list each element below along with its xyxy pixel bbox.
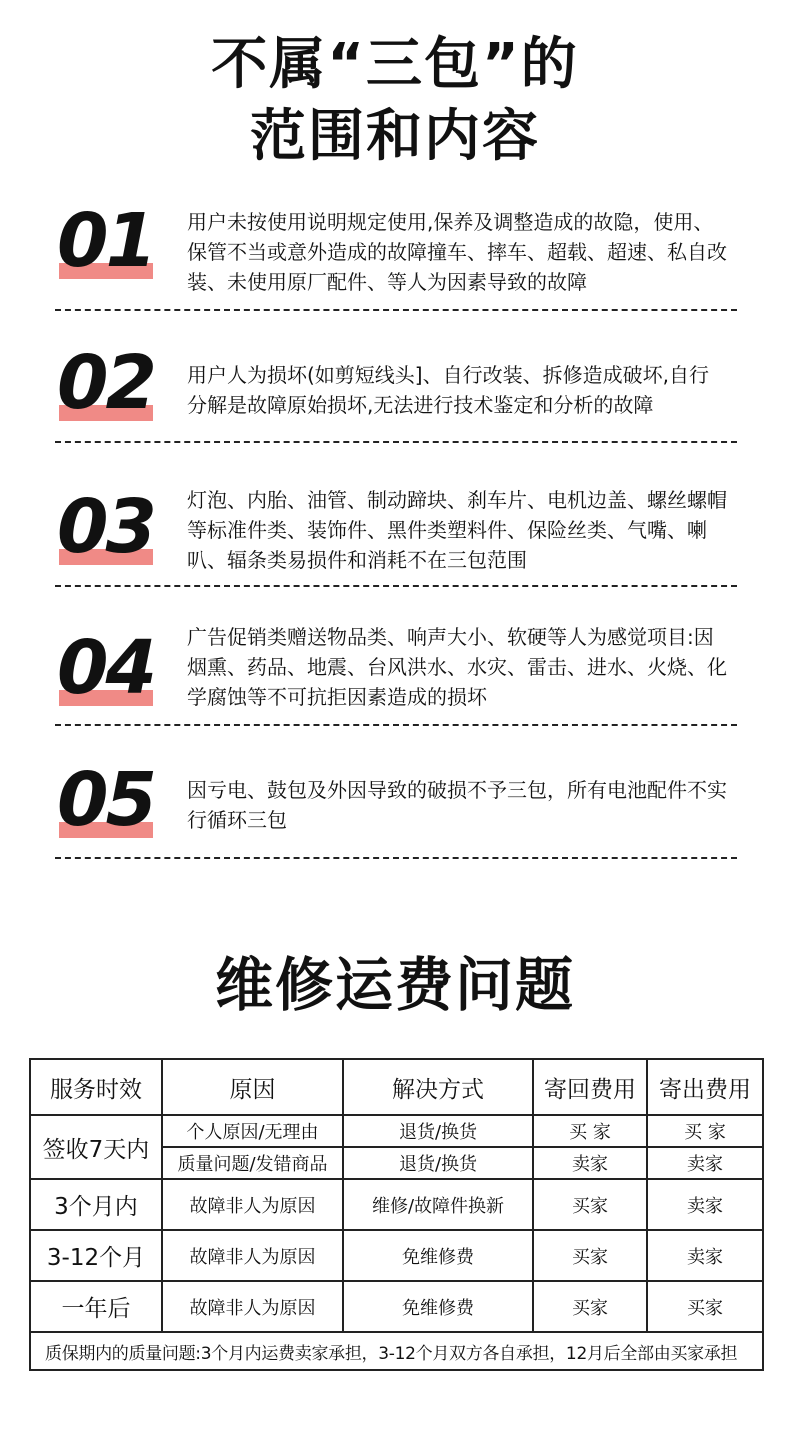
header-cell: 解决方式 [343,1059,533,1115]
footnote-cell: 质保期内的质量问题:3个月内运费卖家承担，3-12个月双方各自承担，12月后全部由买家承担 [30,1332,763,1370]
table-row [30,1281,763,1332]
send-fee-cell: 卖家 [647,1230,763,1281]
item-number: 04 [57,625,154,711]
reason-cell: 个人原因/无理由 [162,1115,343,1147]
table-header-row [30,1059,763,1115]
item-number-badge [55,625,155,724]
section2-title: 维修运费问题 [214,951,575,1019]
table-row [30,1115,763,1147]
item-description: 广告促销类赠送物品类、响声大小、软硬等人为感觉项目:因烟熏、药品、地震、台风洪水、水灾、雷击、进水、火烧、化学腐蚀等不可抗拒因素造成的损坏 [187,625,727,709]
dashed-divider [55,585,737,587]
item-number: 01 [57,198,154,284]
reason-cell: 故障非人为原因 [162,1281,343,1332]
solution-cell: 退货/换货 [343,1115,533,1147]
item-number: 02 [57,340,154,426]
return-fee-cell: 买家 [533,1179,647,1230]
send-fee-cell: 卖家 [647,1147,763,1179]
reason-cell: 故障非人为原因 [162,1230,343,1281]
table-row [30,1179,763,1230]
send-fee-cell: 卖家 [647,1179,763,1230]
header-cell: 寄出费用 [647,1059,763,1115]
item-number-badge [55,484,155,583]
header-cell: 原因 [162,1059,343,1115]
send-fee-cell: 买 家 [647,1115,763,1147]
solution-cell: 维修/故障件换新 [343,1179,533,1230]
period-cell: 签收7天内 [30,1115,162,1179]
return-fee-cell: 买 家 [533,1115,647,1147]
period-cell: 3-12个月 [30,1230,162,1281]
return-fee-cell: 卖家 [533,1147,647,1179]
dashed-divider [55,724,737,726]
reason-cell: 故障非人为原因 [162,1179,343,1230]
item-number-badge [55,198,155,297]
section1-title-line2: 范围和内容 [250,104,540,169]
table-footnote-row [30,1332,763,1370]
header-cell: 服务时效 [30,1059,162,1115]
table-row [30,1230,763,1281]
period-cell: 3个月内 [30,1179,162,1230]
period-cell: 一年后 [30,1281,162,1332]
send-fee-cell: 买家 [647,1281,763,1332]
solution-cell: 免维修费 [343,1230,533,1281]
reason-cell: 质量问题/发错商品 [162,1147,343,1179]
header-cell: 寄回费用 [533,1059,647,1115]
item-description: 用户人为损坏(如剪短线头]、自行改装、拆修造成破坏,自行分解是故障原始损坏,无法进行技术鉴定和分析的故障 [187,363,709,417]
dashed-divider [55,857,737,859]
item-number-badge [55,340,155,439]
solution-cell: 免维修费 [343,1281,533,1332]
section1-title-line1: 不属“三包”的 [211,32,579,97]
shipping-fee-table [29,1058,764,1371]
item-description: 因亏电、鼓包及外因导致的破损不予三包，所有电池配件不实行循环三包 [187,778,727,832]
item-description: 用户未按使用说明规定使用,保养及调整造成的故隐，使用、保管不当或意外造成的故障撞车、摔车、超载、超速、私自改装、未使用原厂配件、等人为因素导致的故障 [187,210,727,294]
item-number: 03 [57,484,154,570]
item-number-badge [55,757,155,856]
solution-cell: 退货/换货 [343,1147,533,1179]
item-number: 05 [57,757,154,843]
dashed-divider [55,309,737,311]
return-fee-cell: 买家 [533,1281,647,1332]
return-fee-cell: 买家 [533,1230,647,1281]
item-description: 灯泡、内胎、油管、制动蹄块、刹车片、电机边盖、螺丝螺帽等标准件类、装饰件、黑件类塑料件、保险丝类、气嘴、喇叭、辐条类易损件和消耗不在三包范围 [187,488,727,572]
dashed-divider [55,441,737,443]
